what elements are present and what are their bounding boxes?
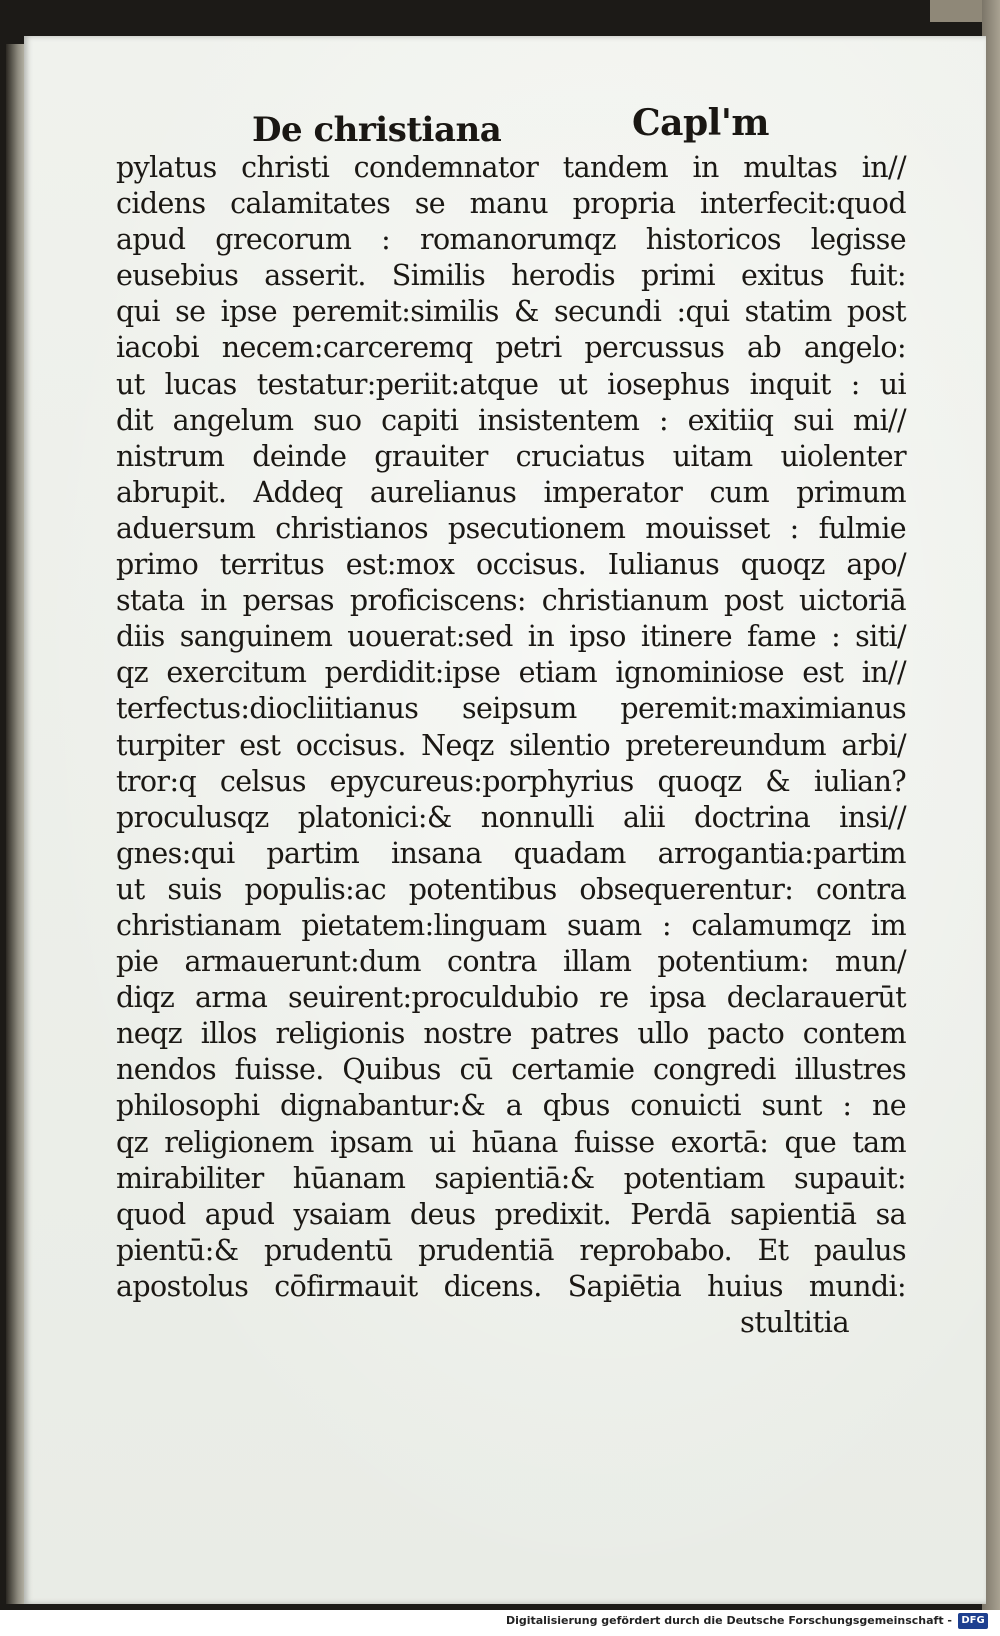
footer-credit: Digitalisierung gefördert durch die Deutsche Forschungsgemeinschaft - (505, 1614, 952, 1627)
text-line: qz exercitum perdidit:ipse etiam ignominiose est in// (116, 656, 906, 690)
text-line: diis sanguinem uouerat:sed in ipso itinere fame : siti/ (116, 620, 906, 654)
text-line: aduersum christianos psecutionem mouisset : fulmie (116, 511, 906, 545)
text-line: turpiter est occisus. Neqz silentio pretereundum arbi/ (116, 728, 906, 762)
text-line: qz religionem ipsam ui hūana fuisse exortā: que tam (116, 1125, 906, 1159)
running-title: De christiana (252, 110, 502, 150)
dfg-logo: DFG (958, 1613, 988, 1629)
text-line: ut lucas testatur:periit:atque ut iosephus inquit : ui (116, 367, 906, 401)
text-line: neqz illos religionis nostre patres ullo pacto contem (116, 1017, 906, 1051)
text-line: quod apud ysaiam deus predixit. Perdā sapientiā sa (116, 1197, 906, 1231)
body-text (116, 150, 906, 1305)
text-line: apud grecorum : romanorumqz historicos legisse (116, 223, 906, 257)
text-line: ut suis populis:ac potentibus obsequerentur: contra (116, 872, 906, 906)
footer-strip (0, 1610, 1000, 1636)
text-line: primo territus est:mox occisus. Iulianus quoqz apo/ (116, 548, 906, 582)
text-line: philosophi dignabantur:& a qbus conuicti sunt : ne (116, 1089, 906, 1123)
text-line: nistrum deinde grauiter cruciatus uitam uiolenter (116, 439, 906, 473)
text-line: gnes:qui partim insana quadam arrogantia:partim (116, 836, 906, 870)
text-line: christianam pietatem:linguam suam : calamumqz im (116, 908, 906, 942)
text-line: tror:q celsus epycureus:porphyrius quoqz & iulian? (116, 764, 906, 798)
text-line: apostolus cōfirmauit dicens. Sapiētia huius mundi: (116, 1269, 906, 1303)
text-line: pientū:& prudentū prudentiā reprobabo. Et paulus (116, 1233, 906, 1267)
text-line: dit angelum suo capiti insistentem : exitiiq sui mi// (116, 403, 906, 437)
text-line: stata in persas proficiscens: christianum post uictoriā (116, 584, 906, 618)
text-line: abrupit. Addeq aurelianus imperator cum primum (116, 475, 906, 509)
page-header (0, 96, 1000, 150)
text-line: qui se ipse peremit:similis & secundi :qui statim post (116, 295, 906, 329)
text-line: nendos fuisse. Quibus cū certamie congredi illustres (116, 1053, 906, 1087)
text-line: mirabiliter hūanam sapientiā:& potentiam supauit: (116, 1161, 906, 1195)
text-line: eusebius asserit. Similis herodis primi exitus fuit: (116, 259, 906, 293)
catchword: stultitia (740, 1305, 850, 1339)
chapter-label: Capl'm (632, 102, 769, 144)
text-line: proculusqz platonici:& nonnulli alii doctrina insi// (116, 800, 906, 834)
text-line: terfectus:diocliitianus seipsum peremit:maximianus (116, 692, 906, 726)
text-line: cidens calamitates se manu propria interfecit:quod (116, 187, 906, 221)
text-line: pie armauerunt:dum contra illam potentium: mun/ (116, 945, 906, 979)
text-line: diqz arma seuirent:proculdubio re ipsa declarauerūt (116, 981, 906, 1015)
text-line: pylatus christi condemnator tandem in multas in// (116, 151, 906, 184)
text-line: iacobi necem:carceremq petri percussus ab angelo: (116, 331, 906, 365)
